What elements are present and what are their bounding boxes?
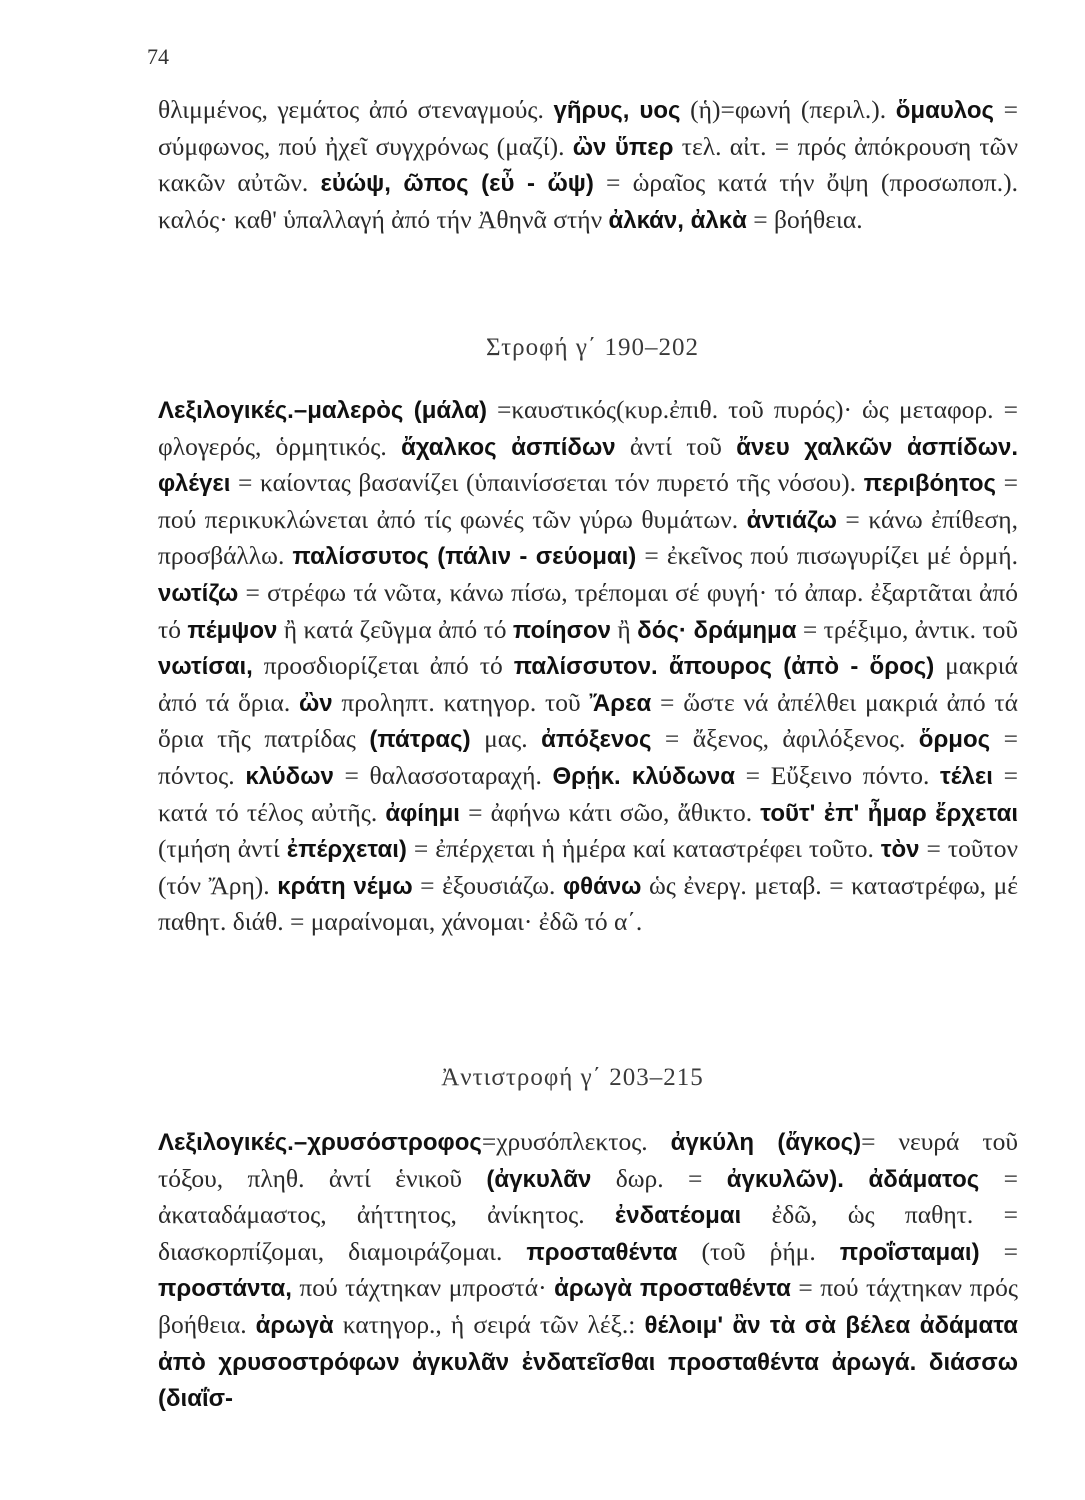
- lemma-term: Θρῄκ. κλύδωνα: [552, 762, 735, 790]
- gloss-text: = ὡραῖος κατά τήν ὄψη (προσωποπ.). καλός· καθ' ὑπαλλαγή ἀπό τήν Ἀθηνᾶ στήν: [158, 168, 1018, 234]
- lemma-term: ἀφίημι: [385, 799, 460, 827]
- lemma-term: πέμψον: [187, 616, 278, 644]
- gloss-text: =καυστικός(κυρ.ἐπιθ. τοῦ πυρός)· ὡς μεταφορ. = φλογερός, ὁρμητικός.: [158, 395, 1018, 461]
- gloss-text: = πού τάχτηκαν πρός βοήθεια.: [158, 1273, 1019, 1339]
- lemma-term: γῆρυς, υος: [553, 97, 681, 124]
- gloss-text: μας.: [470, 724, 542, 754]
- gloss-text: ἀντί τοῦ: [615, 431, 737, 461]
- gloss-text: (ἡ)=φωνή (περιλ.).: [680, 95, 896, 124]
- lemma-term: ὢν: [299, 689, 333, 717]
- paragraph-3: [158, 1124, 1018, 1417]
- lemma-term: τοῦτ' ἐπ' ἦμαρ ἔρχεται: [760, 799, 1019, 827]
- lemma-term: ἀρωγὰ: [255, 1311, 334, 1339]
- section-heading-antistrophe: Ἀντιστροφή γ΄ 203–215: [441, 1064, 704, 1091]
- lemma-term: Λεξιλογικές.–μαλερὸς (μάλα): [158, 397, 487, 424]
- gloss-text: θλιμμένος, γεμάτος ἀπό στεναγμούς.: [158, 95, 554, 124]
- gloss-text: = ἐπέρχεται ἡ ἡμέρα καί καταστρέφει τοῦτο.: [406, 834, 881, 864]
- lemma-term: ὢν ὕπερ: [572, 133, 674, 161]
- lemma-term: ἀρωγὰ προσταθέντα: [554, 1275, 791, 1303]
- lemma-term: παλίσσυτον. ἄπουρος (ἀπὸ - ὅρος): [513, 653, 935, 681]
- lemma-term: Λεξιλογικές.–χρυσόστροφος: [158, 1129, 482, 1156]
- gloss-text: = τρέξιμο, ἀντικ. τοῦ: [796, 614, 1019, 644]
- gloss-text: ἐδῶ, ὡς παθητ. = διασκορπίζομαι, διαμοιράζομαι.: [158, 1200, 1018, 1266]
- gloss-text: = ἐκεῖνος πού πισωγυρίζει μέ ὁρμή.: [636, 541, 1018, 571]
- gloss-text: προληπτ. κατηγορ. τοῦ: [332, 687, 590, 717]
- lemma-term: προσταθέντα: [526, 1238, 678, 1266]
- gloss-text: δωρ. =: [591, 1163, 727, 1193]
- paragraph-1: [158, 92, 1018, 238]
- lemma-term: θέλοιμ' ἂν τὰ σὰ βέλεα ἀδάματα ἀπὸ χρυσοστρόφων ἀγκυλᾶν ἐνδατεῖσθαι προσταθέντα ἀρωγά. διάσσω (διαΐσ-: [158, 1311, 1018, 1413]
- lemma-term: ἀπόξενος: [541, 726, 652, 754]
- gloss-text: = θαλασσοταραχή.: [333, 760, 553, 790]
- lemma-term: προστάντα,: [158, 1275, 292, 1303]
- lemma-term: νωτίζω: [158, 579, 239, 607]
- lemma-term: ὅμαυλος: [895, 97, 994, 124]
- lemma-term: (ἀγκυλᾶν: [486, 1165, 592, 1193]
- gloss-text: = πού περικυκλώνεται ἀπό τίς φωνές τῶν γύρω θυμάτων.: [158, 468, 1018, 534]
- gloss-text: = Εὔξεινο πόντο.: [734, 760, 940, 790]
- gloss-text: τελ. αἰτ. = πρός ἀπόκρουση τῶν κακῶν αὐτῶν.: [158, 131, 1018, 198]
- lemma-term: ἐπέρχεται): [286, 836, 407, 864]
- paragraph-2: [158, 392, 1018, 940]
- lemma-term: ἄνευ χαλκῶν ἀσπίδων. φλέγει: [158, 433, 1019, 498]
- gloss-text: = τοῦτον (τόν Ἄρη).: [158, 834, 1018, 900]
- lemma-term: νωτίσαι,: [158, 653, 253, 681]
- gloss-text: = βοήθεια.: [746, 204, 863, 234]
- lemma-term: ἄχαλκος ἀσπίδων: [401, 433, 616, 461]
- lemma-term: φθάνω: [562, 872, 642, 900]
- gloss-text: ἢ κατά ζεῦγμα ἀπό τό: [277, 614, 513, 644]
- gloss-text: = νευρά τοῦ τόξου, πληθ. ἀντί ἑνικοῦ: [158, 1127, 1018, 1193]
- gloss-text: = σύμφωνος, πού ἠχεῖ συγχρόνως (μαζί).: [158, 95, 1018, 161]
- lemma-term: προΐσταμαι): [839, 1238, 980, 1266]
- gloss-text: = ἀκαταδάμαστος, ἀήττητος, ἀνίκητος.: [158, 1163, 1019, 1230]
- gloss-text: = κατά τό τέλος αὐτῆς.: [158, 760, 1019, 827]
- lemma-term: Ἄρεα: [589, 689, 652, 717]
- lemma-term: ποίησον: [512, 616, 612, 644]
- gloss-text: ὡς ἐνεργ. μεταβ. = καταστρέφω, μέ παθητ. διάθ. = μαραίνομαι, χάνομαι· ἐδῶ τό α΄.: [158, 870, 1019, 937]
- gloss-text: προσδιορίζεται ἀπό τό: [252, 651, 514, 681]
- gloss-text: =χρυσόπλεκτος.: [481, 1127, 671, 1156]
- gloss-text: (τοῦ ῥήμ.: [677, 1236, 840, 1266]
- gloss-text: = ἄξενος, ἀφιλόξενος.: [651, 724, 919, 754]
- lemma-term: τέλει: [940, 762, 993, 790]
- lemma-term: ἀγκύλη (ἄγκος): [670, 1129, 862, 1156]
- gloss-text: ἢ: [611, 614, 638, 644]
- lemma-term: παλίσσυτος (πάλιν - σεύομαι): [292, 543, 637, 571]
- page-number: 74: [147, 44, 169, 69]
- lemma-term: δός· δράμημα: [637, 616, 797, 644]
- lemma-term: κλύδων: [245, 762, 334, 790]
- gloss-text: = ἀφήνω κάτι σῶο, ἄθικτο.: [459, 797, 761, 827]
- gloss-text: (τμήση ἀντί: [158, 834, 287, 864]
- lemma-term: τὸν: [880, 836, 920, 864]
- gloss-text: = πόντος.: [158, 724, 1018, 790]
- section-heading-strophe: Στροφή γ΄ 190–202: [486, 334, 699, 361]
- gloss-text: κατηγορ., ἡ σειρά τῶν λέξ.:: [333, 1309, 645, 1339]
- lemma-term: (πάτρας): [369, 726, 471, 754]
- gloss-text: = κάνω ἐπίθεση, προσβάλλω.: [158, 504, 1018, 571]
- lemma-term: ἀγκυλῶν). ἀδάματος: [726, 1165, 980, 1193]
- lemma-term: ἀντιάζω: [746, 506, 837, 534]
- lemma-term: κράτη νέμω: [277, 872, 413, 900]
- gloss-text: μακριά ἀπό τά ὅρια.: [158, 651, 1018, 717]
- lemma-term: ὅρμος: [918, 726, 991, 754]
- gloss-text: = καίοντας βασανίζει (ὑπαινίσσεται τόν πυρετό τῆς νόσου).: [230, 468, 864, 498]
- lemma-term: ἐνδατέομαι: [614, 1202, 742, 1230]
- lemma-term: εὐώψ, ῶπος (εὖ - ὤψ): [320, 170, 594, 198]
- gloss-text: =: [979, 1236, 1018, 1266]
- lemma-term: περιβόητος: [863, 470, 997, 498]
- gloss-text: = ἐξουσιάζω.: [412, 870, 563, 900]
- gloss-text: = στρέφω τά νῶτα, κάνω πίσω, τρέπομαι σέ φυγή· τό ἀπαρ. ἐξαρτᾶται ἀπό τό: [158, 577, 1018, 644]
- gloss-text: = ὥστε νά ἀπέλθει μακριά ἀπό τά ὅρια τῆς πατρίδας: [158, 687, 1018, 754]
- gloss-text: πού τάχτηκαν μπροστά·: [291, 1273, 555, 1303]
- lemma-term: ἀλκάν, ἀλκὰ: [608, 206, 747, 234]
